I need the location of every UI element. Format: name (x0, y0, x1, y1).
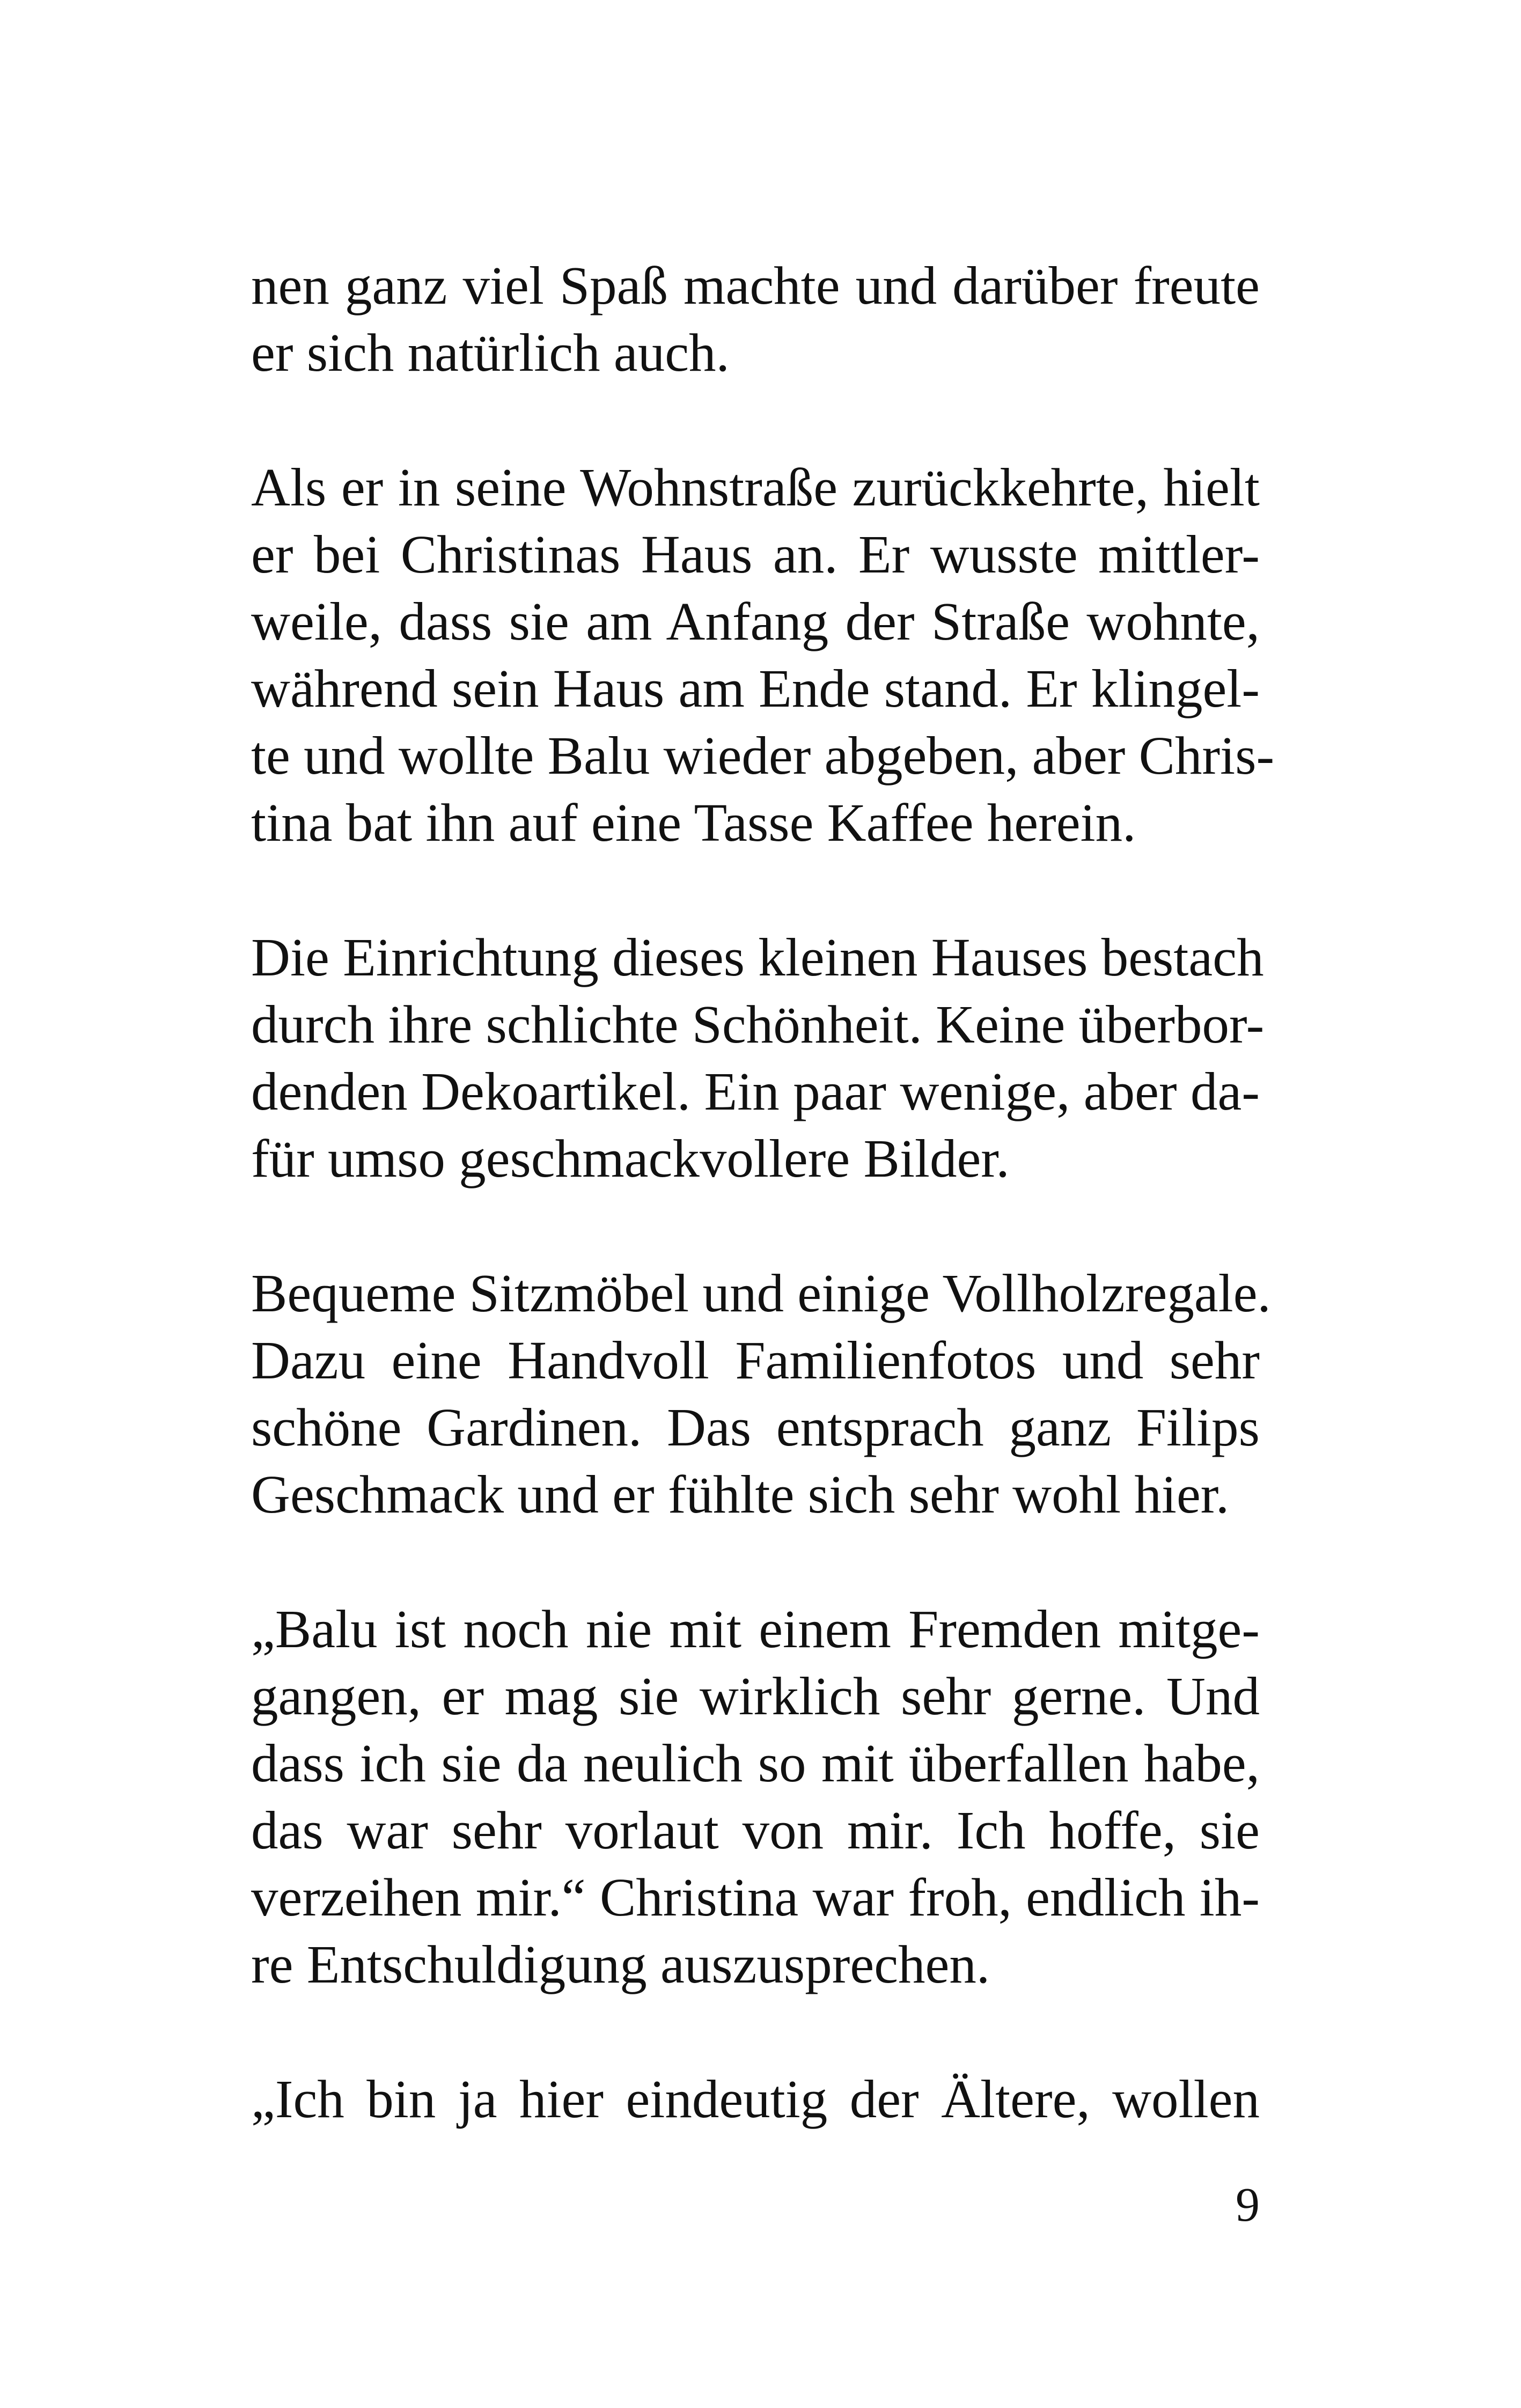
text-line: Bequeme Sitzmöbel und einige Vollholzregale. (251, 1263, 1271, 1323)
paragraph (251, 252, 1260, 386)
text-line: Die Einrichtung dieses kleinen Hauses bestach (251, 927, 1264, 987)
text-line: nen ganz viel Spaß machte und darüber freute (251, 255, 1260, 315)
text-line: er sich natürlich auch. (251, 322, 730, 383)
text-line: „Balu ist noch nie mit einem Fremden mitge- (251, 1599, 1260, 1659)
paragraph (251, 2066, 1260, 2133)
text-line: während sein Haus am Ende stand. Er klingel- (251, 658, 1260, 718)
text-line: gangen, er mag sie wirklich sehr gerne. Und (251, 1666, 1260, 1726)
text-line: schöne Gardinen. Das entsprach ganz Filips (251, 1397, 1260, 1457)
text-line: tina bat ihn auf eine Tasse Kaffee herein. (251, 792, 1136, 853)
paragraph (251, 1260, 1271, 1528)
text-line: denden Dekoartikel. Ein paar wenige, aber da- (251, 1061, 1260, 1121)
text-line: re Entschuldigung auszusprechen. (251, 1934, 990, 1994)
paragraph (251, 1596, 1260, 1998)
text-line: durch ihre schlichte Schönheit. Keine überbor- (251, 994, 1265, 1054)
text-line: er bei Christinas Haus an. Er wusste mittler- (251, 524, 1260, 584)
text-line: dass ich sie da neulich so mit überfallen habe, (251, 1733, 1260, 1793)
text-line: Als er in seine Wohnstraße zurückkehrte, hielt (251, 457, 1260, 517)
text-line: verzeihen mir.“ Christina war froh, endlich ih- (251, 1867, 1260, 1927)
text-line: das war sehr vorlaut von mir. Ich hoffe, sie (251, 1800, 1260, 1860)
text-line: te und wollte Balu wieder abgeben, aber Chris- (251, 725, 1275, 785)
text-line: für umso geschmackvollere Bilder. (251, 1128, 1010, 1188)
paragraph (251, 924, 1265, 1192)
body-text (251, 252, 1275, 2200)
paragraph (251, 454, 1275, 856)
text-line: „Ich bin ja hier eindeutig der Ältere, wollen (251, 2069, 1260, 2129)
page-number: 9 (1236, 2178, 1260, 2231)
text-line: Geschmack und er fühlte sich sehr wohl hier. (251, 1464, 1230, 1524)
text-line: Dazu eine Handvoll Familienfotos und sehr (251, 1330, 1260, 1390)
text-line: weile, dass sie am Anfang der Straße wohnte, (251, 591, 1260, 651)
